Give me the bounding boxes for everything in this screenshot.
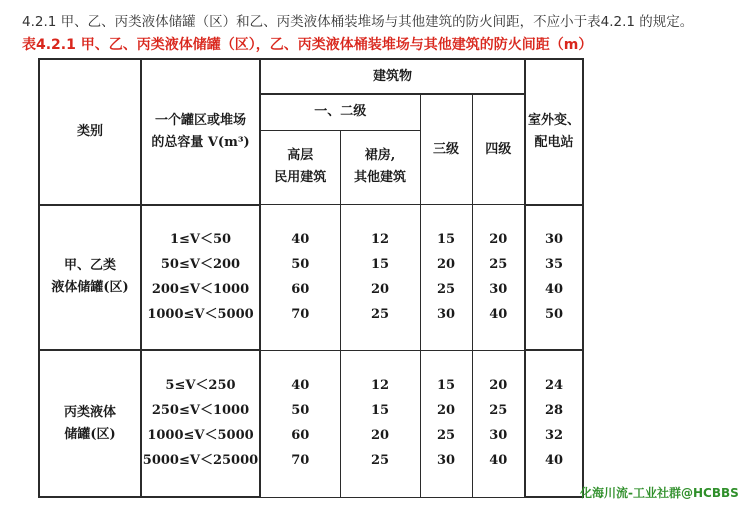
value-cell: 15 [436,378,456,394]
group-2-podium [340,350,420,497]
value-cell: 40 [544,453,564,469]
value-cell: 20 [489,231,508,247]
value-cell: 40 [489,306,508,322]
value-cell: 30 [436,306,456,322]
group-1-substation [525,205,583,351]
group-2-ranges [141,350,260,497]
range-cell: 5000≤V＜25000 [142,453,259,469]
group-1-ranges [141,205,260,351]
value-cell: 50 [544,306,564,322]
value-cell: 70 [291,453,310,469]
range-cell: 50≤V＜200 [160,256,241,272]
value-cell: 30 [544,231,564,247]
group-1-grade4 [472,205,525,351]
value-cell: 20 [489,378,508,394]
header-podium-line2: 其他建筑 [353,170,406,186]
group-2-grade3 [420,350,472,497]
fire-distance-table [38,58,584,498]
header-substation-line2: 配电站 [534,134,574,150]
range-cell: 1000≤V＜5000 [147,428,254,444]
value-cell: 40 [291,231,310,247]
value-cell: 15 [436,231,456,247]
table-row-group-1 [39,205,583,351]
value-cell: 60 [291,428,310,444]
table-caption: 表4.2.1 甲、乙、丙类液体储罐（区），乙、丙类液体桶装堆场与其他建筑的防火间距（m） [22,37,593,53]
value-cell: 70 [291,306,310,322]
watermark-text: 化海川流-工业社群@HCBBS [580,486,739,500]
group-2-substation [525,350,583,497]
group-2-category-line1: 丙类液体 [63,404,116,420]
fire-distance-table-wrapper [38,58,582,498]
header-grade3: 三级 [420,94,472,204]
value-cell: 40 [544,281,564,297]
group-1-grade3 [420,205,472,351]
value-cell: 40 [489,453,508,469]
value-cell: 30 [489,428,508,444]
value-cell: 20 [436,256,456,272]
value-cell: 25 [489,403,508,419]
group-2-category-line2: 储罐(区) [64,426,116,442]
header-substation-line1: 室外变、 [528,112,581,128]
header-highrise [260,130,340,204]
value-cell: 35 [544,256,564,272]
value-cell: 32 [544,428,564,444]
header-podium-line1: 裙房, [364,148,396,164]
value-cell: 50 [291,256,310,272]
value-cell: 15 [370,403,390,419]
intro-paragraph: 4.2.1 甲、乙、丙类液体储罐（区）和乙、丙类液体桶装堆场与其他建筑的防火间距，不应小于表4.2.1 的规定。 [22,14,694,30]
value-cell: 28 [544,403,564,419]
group-1-highrise [260,205,340,351]
group-2-grade4 [472,350,525,497]
range-cell: 5≤V＜250 [165,378,236,394]
header-category: 类别 [39,59,141,205]
group-1-podium [340,205,420,351]
value-cell: 24 [544,378,564,394]
value-cell: 12 [370,378,390,394]
range-cell: 200≤V＜1000 [151,281,250,297]
value-cell: 25 [370,306,390,322]
group-1-category-line2: 液体储罐(区) [51,280,129,296]
header-building: 建筑物 [260,59,525,94]
value-cell: 20 [436,403,456,419]
header-capacity [141,59,260,205]
value-cell: 25 [489,256,508,272]
header-grade12: 一、二级 [260,94,420,130]
header-capacity-line1: 一个罐区或堆场 [154,112,246,128]
group-1-category-line1: 甲、乙类 [63,258,116,274]
range-cell: 1≤V＜50 [169,231,232,247]
value-cell: 25 [436,428,456,444]
value-cell: 15 [370,256,390,272]
value-cell: 20 [370,281,390,297]
value-cell: 12 [370,231,390,247]
header-grade4: 四级 [472,94,525,204]
value-cell: 50 [291,403,310,419]
value-cell: 60 [291,281,310,297]
value-cell: 20 [370,428,390,444]
header-substation [525,59,583,205]
group-2-category [39,350,141,497]
value-cell: 25 [370,453,390,469]
header-highrise-line1: 高层 [287,148,314,164]
group-1-category [39,205,141,351]
header-highrise-line2: 民用建筑 [274,170,327,186]
value-cell: 30 [489,281,508,297]
value-cell: 30 [436,453,456,469]
range-cell: 1000≤V＜5000 [147,306,254,322]
header-capacity-line2: 的总容量 V(m³) [151,134,250,150]
header-podium [340,130,420,204]
value-cell: 25 [436,281,456,297]
value-cell: 40 [291,378,310,394]
range-cell: 250≤V＜1000 [151,403,250,419]
group-2-highrise [260,350,340,497]
table-row-group-2 [39,350,583,497]
